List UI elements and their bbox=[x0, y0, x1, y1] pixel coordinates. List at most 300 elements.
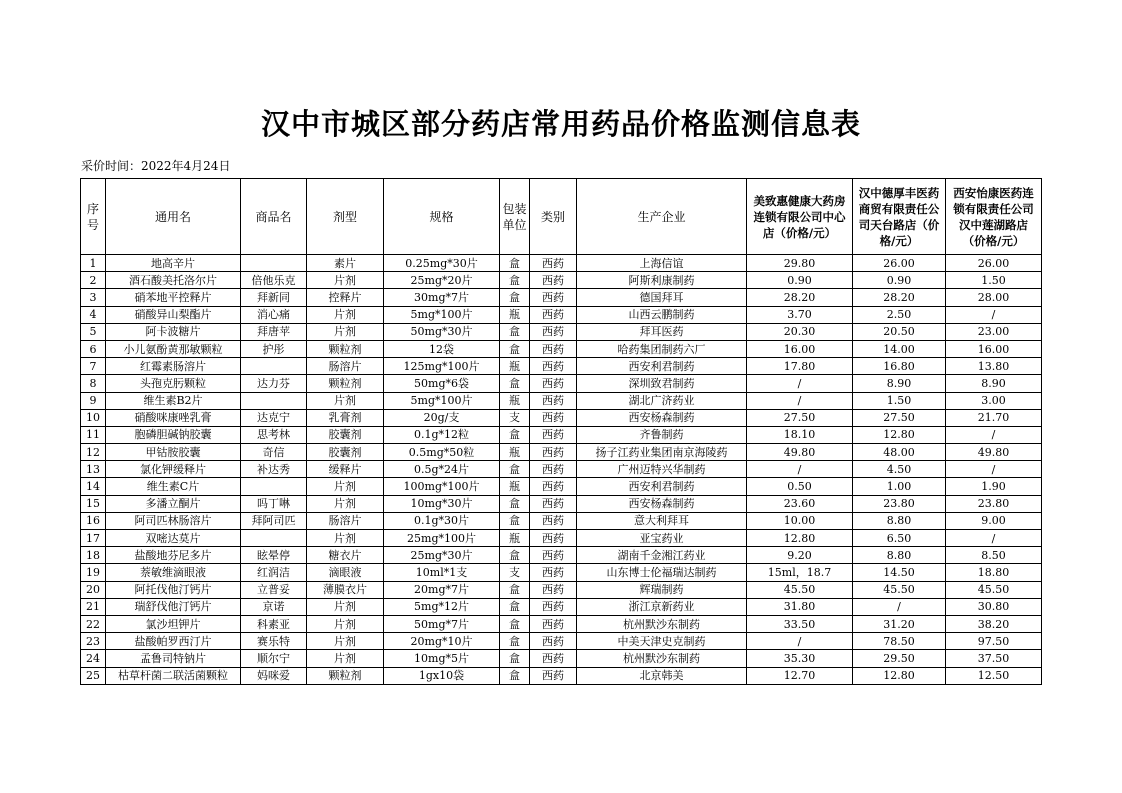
cell-store-2-price: 29.50 bbox=[853, 650, 946, 667]
cell-index: 23 bbox=[81, 633, 106, 650]
cell-package-unit: 盒 bbox=[500, 581, 530, 598]
cell-store-3-price: 38.20 bbox=[946, 615, 1042, 632]
cell-store-2-price: 8.80 bbox=[853, 512, 946, 529]
cell-store-1-price: 31.80 bbox=[747, 598, 853, 615]
cell-manufacturer: 西安利君制药 bbox=[577, 358, 747, 375]
cell-store-1-price: / bbox=[747, 375, 853, 392]
cell-store-2-price: 14.00 bbox=[853, 340, 946, 357]
cell-store-3-price: 9.00 bbox=[946, 512, 1042, 529]
cell-generic-name: 盐酸帕罗西汀片 bbox=[106, 633, 241, 650]
cell-package-unit: 盒 bbox=[500, 461, 530, 478]
cell-index: 5 bbox=[81, 323, 106, 340]
cell-dosage-form: 滴眼液 bbox=[307, 564, 384, 581]
cell-category: 西药 bbox=[530, 564, 577, 581]
cell-store-3-price: 13.80 bbox=[946, 358, 1042, 375]
cell-generic-name: 维生素C片 bbox=[106, 478, 241, 495]
table-row bbox=[81, 255, 1042, 272]
cell-brand-name: 护彤 bbox=[241, 340, 307, 357]
cell-package-unit: 盒 bbox=[500, 598, 530, 615]
cell-specification: 12袋 bbox=[384, 340, 500, 357]
table-row bbox=[81, 581, 1042, 598]
cell-package-unit: 盒 bbox=[500, 633, 530, 650]
cell-generic-name: 双嘧达莫片 bbox=[106, 530, 241, 547]
cell-store-1-price: / bbox=[747, 461, 853, 478]
cell-store-1-price: / bbox=[747, 633, 853, 650]
cell-dosage-form: 糖衣片 bbox=[307, 547, 384, 564]
cell-dosage-form: 片剂 bbox=[307, 323, 384, 340]
cell-specification: 0.25mg*30片 bbox=[384, 255, 500, 272]
header-store-2-price: 汉中德厚丰医药商贸有限责任公司天台路店（价格/元） bbox=[853, 179, 946, 255]
cell-store-2-price: 8.90 bbox=[853, 375, 946, 392]
cell-specification: 1gx10袋 bbox=[384, 667, 500, 684]
table-body bbox=[81, 255, 1042, 685]
cell-store-1-price: 12.70 bbox=[747, 667, 853, 684]
header-dosage-form: 剂型 bbox=[307, 179, 384, 255]
cell-store-3-price: 23.80 bbox=[946, 495, 1042, 512]
cell-store-2-price: 48.00 bbox=[853, 444, 946, 461]
cell-category: 西药 bbox=[530, 598, 577, 615]
cell-category: 西药 bbox=[530, 461, 577, 478]
cell-index: 20 bbox=[81, 581, 106, 598]
header-package-unit: 包装单位 bbox=[500, 179, 530, 255]
cell-dosage-form: 片剂 bbox=[307, 392, 384, 409]
cell-manufacturer: 拜耳医药 bbox=[577, 323, 747, 340]
header-index: 序号 bbox=[81, 179, 106, 255]
cell-manufacturer: 浙江京新药业 bbox=[577, 598, 747, 615]
cell-specification: 10ml*1支 bbox=[384, 564, 500, 581]
cell-brand-name: 拜唐苹 bbox=[241, 323, 307, 340]
cell-specification: 5mg*100片 bbox=[384, 392, 500, 409]
cell-store-1-price: / bbox=[747, 392, 853, 409]
cell-package-unit: 盒 bbox=[500, 512, 530, 529]
cell-brand-name: 眩晕停 bbox=[241, 547, 307, 564]
cell-store-3-price: 8.50 bbox=[946, 547, 1042, 564]
cell-store-1-price: 35.30 bbox=[747, 650, 853, 667]
cell-store-3-price: 8.90 bbox=[946, 375, 1042, 392]
table-row bbox=[81, 512, 1042, 529]
cell-package-unit: 支 bbox=[500, 564, 530, 581]
cell-store-3-price: 16.00 bbox=[946, 340, 1042, 357]
cell-brand-name: 赛乐特 bbox=[241, 633, 307, 650]
table-row bbox=[81, 667, 1042, 684]
cell-package-unit: 盒 bbox=[500, 255, 530, 272]
cell-index: 12 bbox=[81, 444, 106, 461]
cell-index: 2 bbox=[81, 272, 106, 289]
header-generic-name: 通用名 bbox=[106, 179, 241, 255]
cell-manufacturer: 亚宝药业 bbox=[577, 530, 747, 547]
cell-generic-name: 氯沙坦钾片 bbox=[106, 615, 241, 632]
cell-package-unit: 瓶 bbox=[500, 530, 530, 547]
cell-dosage-form: 片剂 bbox=[307, 272, 384, 289]
cell-brand-name: 达力芬 bbox=[241, 375, 307, 392]
cell-specification: 10mg*5片 bbox=[384, 650, 500, 667]
cell-category: 西药 bbox=[530, 306, 577, 323]
cell-manufacturer: 西安杨森制药 bbox=[577, 495, 747, 512]
cell-store-3-price: 23.00 bbox=[946, 323, 1042, 340]
cell-store-2-price: 4.50 bbox=[853, 461, 946, 478]
cell-package-unit: 盒 bbox=[500, 323, 530, 340]
cell-index: 15 bbox=[81, 495, 106, 512]
cell-manufacturer: 西安利君制药 bbox=[577, 478, 747, 495]
cell-store-1-price: 27.50 bbox=[747, 409, 853, 426]
cell-manufacturer: 扬子江药业集团南京海陵药 bbox=[577, 444, 747, 461]
cell-store-3-price: 28.00 bbox=[946, 289, 1042, 306]
cell-dosage-form: 片剂 bbox=[307, 598, 384, 615]
cell-brand-name bbox=[241, 530, 307, 547]
cell-category: 西药 bbox=[530, 426, 577, 443]
cell-package-unit: 盒 bbox=[500, 375, 530, 392]
cell-category: 西药 bbox=[530, 495, 577, 512]
cell-store-2-price: 12.80 bbox=[853, 667, 946, 684]
cell-store-3-price: 21.70 bbox=[946, 409, 1042, 426]
cell-store-2-price: 78.50 bbox=[853, 633, 946, 650]
cell-category: 西药 bbox=[530, 375, 577, 392]
cell-generic-name: 阿司匹林肠溶片 bbox=[106, 512, 241, 529]
cell-store-2-price: 45.50 bbox=[853, 581, 946, 598]
cell-index: 21 bbox=[81, 598, 106, 615]
cell-store-2-price: 1.50 bbox=[853, 392, 946, 409]
cell-generic-name: 地高辛片 bbox=[106, 255, 241, 272]
cell-brand-name: 倍他乐克 bbox=[241, 272, 307, 289]
cell-dosage-form: 颗粒剂 bbox=[307, 340, 384, 357]
cell-brand-name bbox=[241, 392, 307, 409]
table-row bbox=[81, 272, 1042, 289]
cell-specification: 10mg*30片 bbox=[384, 495, 500, 512]
cell-dosage-form: 颗粒剂 bbox=[307, 375, 384, 392]
cell-index: 3 bbox=[81, 289, 106, 306]
cell-store-3-price: 30.80 bbox=[946, 598, 1042, 615]
cell-brand-name: 红润洁 bbox=[241, 564, 307, 581]
cell-store-1-price: 49.80 bbox=[747, 444, 853, 461]
cell-manufacturer: 意大利拜耳 bbox=[577, 512, 747, 529]
cell-store-3-price: 37.50 bbox=[946, 650, 1042, 667]
cell-specification: 20mg*7片 bbox=[384, 581, 500, 598]
cell-store-1-price: 29.80 bbox=[747, 255, 853, 272]
cell-store-2-price: 12.80 bbox=[853, 426, 946, 443]
cell-category: 西药 bbox=[530, 667, 577, 684]
cell-specification: 0.1g*12粒 bbox=[384, 426, 500, 443]
cell-specification: 25mg*100片 bbox=[384, 530, 500, 547]
header-brand-name: 商品名 bbox=[241, 179, 307, 255]
cell-brand-name: 消心痛 bbox=[241, 306, 307, 323]
cell-specification: 0.5g*24片 bbox=[384, 461, 500, 478]
cell-store-3-price: 26.00 bbox=[946, 255, 1042, 272]
cell-package-unit: 盒 bbox=[500, 426, 530, 443]
cell-package-unit: 瓶 bbox=[500, 392, 530, 409]
cell-generic-name: 小儿氨酚黄那敏颗粒 bbox=[106, 340, 241, 357]
cell-specification: 125mg*100片 bbox=[384, 358, 500, 375]
cell-category: 西药 bbox=[530, 547, 577, 564]
table-row bbox=[81, 409, 1042, 426]
cell-brand-name bbox=[241, 358, 307, 375]
table-row bbox=[81, 564, 1042, 581]
cell-brand-name: 科素亚 bbox=[241, 615, 307, 632]
cell-store-2-price: 16.80 bbox=[853, 358, 946, 375]
cell-store-3-price: 49.80 bbox=[946, 444, 1042, 461]
cell-generic-name: 酒石酸美托洛尔片 bbox=[106, 272, 241, 289]
cell-generic-name: 孟鲁司特钠片 bbox=[106, 650, 241, 667]
header-store-3-price: 西安怡康医药连锁有限责任公司汉中莲湖路店（价格/元） bbox=[946, 179, 1042, 255]
cell-manufacturer: 西安杨森制药 bbox=[577, 409, 747, 426]
cell-manufacturer: 北京韩美 bbox=[577, 667, 747, 684]
table-row bbox=[81, 358, 1042, 375]
cell-specification: 0.5mg*50粒 bbox=[384, 444, 500, 461]
cell-brand-name bbox=[241, 255, 307, 272]
cell-specification: 30mg*7片 bbox=[384, 289, 500, 306]
cell-dosage-form: 素片 bbox=[307, 255, 384, 272]
cell-store-1-price: 18.10 bbox=[747, 426, 853, 443]
cell-package-unit: 瓶 bbox=[500, 478, 530, 495]
cell-brand-name: 妈咪爱 bbox=[241, 667, 307, 684]
cell-brand-name: 补达秀 bbox=[241, 461, 307, 478]
header-specification: 规格 bbox=[384, 179, 500, 255]
cell-index: 4 bbox=[81, 306, 106, 323]
cell-store-2-price: 0.90 bbox=[853, 272, 946, 289]
cell-category: 西药 bbox=[530, 512, 577, 529]
table-header-row bbox=[81, 179, 1042, 255]
cell-manufacturer: 哈药集团制药六厂 bbox=[577, 340, 747, 357]
cell-generic-name: 阿卡波糖片 bbox=[106, 323, 241, 340]
cell-manufacturer: 杭州默沙东制药 bbox=[577, 650, 747, 667]
cell-category: 西药 bbox=[530, 340, 577, 357]
cell-dosage-form: 胶囊剂 bbox=[307, 444, 384, 461]
table-row bbox=[81, 426, 1042, 443]
cell-dosage-form: 片剂 bbox=[307, 478, 384, 495]
cell-specification: 0.1g*30片 bbox=[384, 512, 500, 529]
cell-generic-name: 萘敏维滴眼液 bbox=[106, 564, 241, 581]
cell-store-2-price: 23.80 bbox=[853, 495, 946, 512]
table-row bbox=[81, 547, 1042, 564]
table-row bbox=[81, 323, 1042, 340]
cell-store-1-price: 16.00 bbox=[747, 340, 853, 357]
cell-specification: 20g/支 bbox=[384, 409, 500, 426]
cell-generic-name: 胞磷胆碱钠胶囊 bbox=[106, 426, 241, 443]
cell-category: 西药 bbox=[530, 650, 577, 667]
cell-dosage-form: 颗粒剂 bbox=[307, 667, 384, 684]
cell-store-3-price: 18.80 bbox=[946, 564, 1042, 581]
cell-specification: 20mg*10片 bbox=[384, 633, 500, 650]
cell-store-1-price: 12.80 bbox=[747, 530, 853, 547]
table-row bbox=[81, 495, 1042, 512]
cell-generic-name: 盐酸地芬尼多片 bbox=[106, 547, 241, 564]
cell-index: 7 bbox=[81, 358, 106, 375]
cell-generic-name: 甲钴胺胶囊 bbox=[106, 444, 241, 461]
cell-generic-name: 瑞舒伐他汀钙片 bbox=[106, 598, 241, 615]
cell-store-3-price: / bbox=[946, 530, 1042, 547]
cell-index: 1 bbox=[81, 255, 106, 272]
cell-specification: 50mg*6袋 bbox=[384, 375, 500, 392]
cell-generic-name: 红霉素肠溶片 bbox=[106, 358, 241, 375]
cell-package-unit: 盒 bbox=[500, 650, 530, 667]
price-table bbox=[80, 178, 1042, 685]
cell-category: 西药 bbox=[530, 444, 577, 461]
cell-store-2-price: 20.50 bbox=[853, 323, 946, 340]
cell-manufacturer: 辉瑞制药 bbox=[577, 581, 747, 598]
table-row bbox=[81, 633, 1042, 650]
cell-manufacturer: 山东博士伦福瑞达制药 bbox=[577, 564, 747, 581]
cell-generic-name: 多潘立酮片 bbox=[106, 495, 241, 512]
cell-store-1-price: 9.20 bbox=[747, 547, 853, 564]
cell-category: 西药 bbox=[530, 581, 577, 598]
cell-store-3-price: 45.50 bbox=[946, 581, 1042, 598]
cell-store-1-price: 0.50 bbox=[747, 478, 853, 495]
cell-store-2-price: 28.20 bbox=[853, 289, 946, 306]
cell-manufacturer: 山西云鹏制药 bbox=[577, 306, 747, 323]
cell-category: 西药 bbox=[530, 289, 577, 306]
cell-dosage-form: 肠溶片 bbox=[307, 512, 384, 529]
cell-dosage-form: 肠溶片 bbox=[307, 358, 384, 375]
cell-brand-name: 达克宁 bbox=[241, 409, 307, 426]
cell-brand-name: 吗丁啉 bbox=[241, 495, 307, 512]
cell-index: 22 bbox=[81, 615, 106, 632]
cell-category: 西药 bbox=[530, 392, 577, 409]
cell-store-1-price: 20.30 bbox=[747, 323, 853, 340]
cell-specification: 25mg*20片 bbox=[384, 272, 500, 289]
table-row bbox=[81, 461, 1042, 478]
cell-specification: 100mg*100片 bbox=[384, 478, 500, 495]
cell-brand-name: 京诺 bbox=[241, 598, 307, 615]
cell-specification: 5mg*12片 bbox=[384, 598, 500, 615]
table-row bbox=[81, 615, 1042, 632]
cell-store-2-price: 14.50 bbox=[853, 564, 946, 581]
cell-index: 18 bbox=[81, 547, 106, 564]
cell-index: 14 bbox=[81, 478, 106, 495]
cell-store-2-price: 1.00 bbox=[853, 478, 946, 495]
cell-store-3-price: 97.50 bbox=[946, 633, 1042, 650]
cell-package-unit: 盒 bbox=[500, 495, 530, 512]
cell-brand-name: 立普妥 bbox=[241, 581, 307, 598]
table-row bbox=[81, 478, 1042, 495]
cell-store-3-price: 1.50 bbox=[946, 272, 1042, 289]
cell-specification: 5mg*100片 bbox=[384, 306, 500, 323]
cell-store-1-price: 33.50 bbox=[747, 615, 853, 632]
cell-brand-name: 奇信 bbox=[241, 444, 307, 461]
cell-category: 西药 bbox=[530, 478, 577, 495]
cell-generic-name: 硝酸咪康唑乳膏 bbox=[106, 409, 241, 426]
table-row bbox=[81, 289, 1042, 306]
cell-manufacturer: 深圳致君制药 bbox=[577, 375, 747, 392]
cell-manufacturer: 齐鲁制药 bbox=[577, 426, 747, 443]
cell-generic-name: 维生素B2片 bbox=[106, 392, 241, 409]
cell-category: 西药 bbox=[530, 633, 577, 650]
cell-manufacturer: 德国拜耳 bbox=[577, 289, 747, 306]
cell-category: 西药 bbox=[530, 409, 577, 426]
cell-store-1-price: 15ml，18.7 bbox=[747, 564, 853, 581]
cell-store-1-price: 17.80 bbox=[747, 358, 853, 375]
cell-index: 8 bbox=[81, 375, 106, 392]
cell-brand-name: 顺尔宁 bbox=[241, 650, 307, 667]
cell-manufacturer: 湖南千金湘江药业 bbox=[577, 547, 747, 564]
cell-specification: 25mg*30片 bbox=[384, 547, 500, 564]
cell-store-3-price: / bbox=[946, 461, 1042, 478]
cell-index: 11 bbox=[81, 426, 106, 443]
cell-category: 西药 bbox=[530, 358, 577, 375]
cell-generic-name: 阿托伐他汀钙片 bbox=[106, 581, 241, 598]
cell-package-unit: 盒 bbox=[500, 289, 530, 306]
cell-store-3-price: 1.90 bbox=[946, 478, 1042, 495]
cell-category: 西药 bbox=[530, 255, 577, 272]
cell-manufacturer: 广州迈特兴华制药 bbox=[577, 461, 747, 478]
cell-index: 25 bbox=[81, 667, 106, 684]
cell-index: 10 bbox=[81, 409, 106, 426]
table-row bbox=[81, 375, 1042, 392]
cell-store-3-price: / bbox=[946, 306, 1042, 323]
cell-manufacturer: 阿斯利康制药 bbox=[577, 272, 747, 289]
cell-category: 西药 bbox=[530, 615, 577, 632]
cell-manufacturer: 上海信谊 bbox=[577, 255, 747, 272]
cell-store-2-price: 2.50 bbox=[853, 306, 946, 323]
cell-package-unit: 盒 bbox=[500, 547, 530, 564]
cell-manufacturer: 中美天津史克制药 bbox=[577, 633, 747, 650]
cell-store-1-price: 23.60 bbox=[747, 495, 853, 512]
cell-store-2-price: 26.00 bbox=[853, 255, 946, 272]
cell-package-unit: 盒 bbox=[500, 340, 530, 357]
cell-dosage-form: 片剂 bbox=[307, 633, 384, 650]
cell-category: 西药 bbox=[530, 272, 577, 289]
cell-index: 19 bbox=[81, 564, 106, 581]
cell-store-1-price: 45.50 bbox=[747, 581, 853, 598]
cell-store-2-price: 6.50 bbox=[853, 530, 946, 547]
header-manufacturer: 生产企业 bbox=[577, 179, 747, 255]
cell-store-3-price: 12.50 bbox=[946, 667, 1042, 684]
cell-dosage-form: 薄膜衣片 bbox=[307, 581, 384, 598]
cell-index: 6 bbox=[81, 340, 106, 357]
cell-store-2-price: 31.20 bbox=[853, 615, 946, 632]
cell-store-2-price: / bbox=[853, 598, 946, 615]
cell-generic-name: 硝酸异山梨酯片 bbox=[106, 306, 241, 323]
table-row bbox=[81, 306, 1042, 323]
cell-store-1-price: 28.20 bbox=[747, 289, 853, 306]
cell-package-unit: 瓶 bbox=[500, 306, 530, 323]
cell-dosage-form: 片剂 bbox=[307, 650, 384, 667]
table-row bbox=[81, 598, 1042, 615]
cell-generic-name: 氯化钾缓释片 bbox=[106, 461, 241, 478]
cell-index: 9 bbox=[81, 392, 106, 409]
cell-index: 16 bbox=[81, 512, 106, 529]
cell-manufacturer: 杭州默沙东制药 bbox=[577, 615, 747, 632]
cell-package-unit: 瓶 bbox=[500, 358, 530, 375]
cell-package-unit: 盒 bbox=[500, 615, 530, 632]
header-category: 类别 bbox=[530, 179, 577, 255]
page-title: 汉中市城区部分药店常用药品价格监测信息表 bbox=[260, 107, 861, 141]
cell-brand-name: 拜阿司匹 bbox=[241, 512, 307, 529]
cell-brand-name: 思考林 bbox=[241, 426, 307, 443]
table-row bbox=[81, 340, 1042, 357]
table-row bbox=[81, 392, 1042, 409]
cell-store-1-price: 0.90 bbox=[747, 272, 853, 289]
cell-category: 西药 bbox=[530, 323, 577, 340]
cell-store-1-price: 3.70 bbox=[747, 306, 853, 323]
cell-generic-name: 头孢克肟颗粒 bbox=[106, 375, 241, 392]
table-row bbox=[81, 444, 1042, 461]
cell-index: 24 bbox=[81, 650, 106, 667]
table-row bbox=[81, 530, 1042, 547]
cell-package-unit: 盒 bbox=[500, 667, 530, 684]
cell-index: 17 bbox=[81, 530, 106, 547]
cell-brand-name bbox=[241, 478, 307, 495]
cell-store-3-price: / bbox=[946, 426, 1042, 443]
cell-package-unit: 瓶 bbox=[500, 444, 530, 461]
cell-index: 13 bbox=[81, 461, 106, 478]
cell-store-1-price: 10.00 bbox=[747, 512, 853, 529]
cell-dosage-form: 片剂 bbox=[307, 615, 384, 632]
collection-date: 采价时间：2022年4月24日 bbox=[81, 159, 231, 173]
cell-store-2-price: 8.80 bbox=[853, 547, 946, 564]
cell-brand-name: 拜新同 bbox=[241, 289, 307, 306]
cell-package-unit: 支 bbox=[500, 409, 530, 426]
cell-store-2-price: 27.50 bbox=[853, 409, 946, 426]
table-row bbox=[81, 650, 1042, 667]
